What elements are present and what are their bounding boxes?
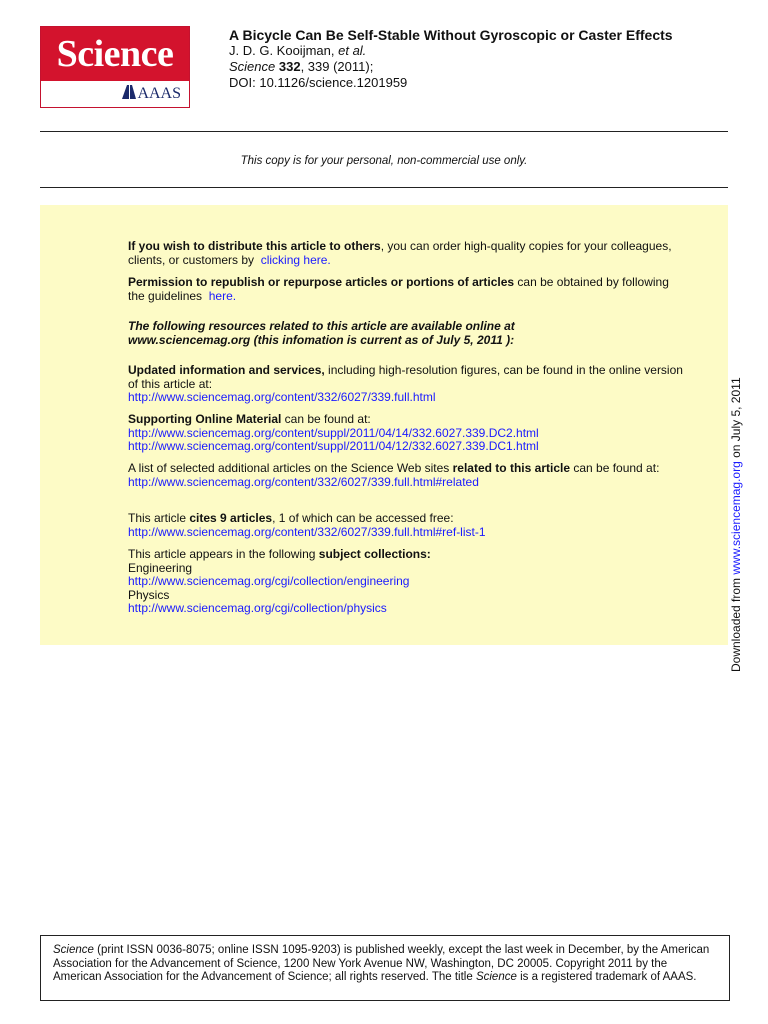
header-divider — [40, 131, 728, 132]
article-citation — [229, 27, 673, 91]
citations-paragraph: This article cites 9 articles, 1 of which can be accessed free: http://www.sciencemag.org/content/332/6027/339.full.html#ref-list-1 — [128, 512, 688, 539]
related-articles-link[interactable]: http://www.sciencemag.org/content/332/6027/339.full.html#related — [128, 474, 479, 489]
collection-physics-link[interactable]: http://www.sciencemag.org/cgi/collection/physics — [128, 601, 387, 615]
collection-name-engineering: Engineering — [128, 560, 193, 575]
science-logo — [40, 26, 190, 108]
sciencemag-site-link[interactable]: www.sciencemag.org — [729, 461, 743, 575]
resources-panel — [40, 205, 728, 645]
guidelines-here-link[interactable]: here. — [208, 288, 237, 303]
article-doi: DOI: 10.1126/science.1201959 — [229, 75, 408, 90]
som-dc2-link[interactable]: http://www.sciencemag.org/content/suppl/2011/04/14/332.6027.339.DC2.html — [128, 425, 539, 440]
science-wordmark: Science — [41, 27, 189, 81]
subject-collections-paragraph: This article appears in the following subject collections: Engineering http://www.sciencemag.org/cgi/collection/engineering Physics http://www.sciencemag.org/cgi/collection/physics — [128, 548, 688, 616]
publication-footer: Science (print ISSN 0036-8075; online ISSN 1095-9203) is published weekly, except the last week in December, by the American Association for the Advancement of Science, 1200 New York Avenue NW, Washington, DC 20005. Copyright 2011 by the American Association for the Advancement of Science; all rights reserved. The title Science is a registered trademark of AAAS. — [40, 935, 730, 1001]
aaas-label: AAAS — [137, 85, 181, 102]
distribute-paragraph: If you wish to distribute this article to others, you can order high-quality copies for your colleagues, clients, or customers by clicking here. — [128, 239, 672, 267]
download-note: Downloaded from www.sciencemag.org on July 5, 2011 — [729, 377, 743, 672]
collection-engineering-link[interactable]: http://www.sciencemag.org/cgi/collection/engineering — [128, 574, 410, 588]
article-authors: J. D. G. Kooijman, et al. — [229, 43, 367, 58]
aaas-mark-icon — [122, 85, 136, 99]
permission-paragraph: Permission to republish or repurpose articles or portions of articles can be obtained by following the guidelines here. — [128, 275, 669, 303]
personal-use-notice: This copy is for your personal, non-commercial use only. — [240, 155, 528, 167]
som-dc1-link[interactable]: http://www.sciencemag.org/content/suppl/2011/04/12/332.6027.339.DC1.html — [128, 439, 539, 453]
article-reference: Science 332, 339 (2011); — [229, 59, 374, 74]
article-title: A Bicycle Can Be Self-Stable Without Gyroscopic or Caster Effects — [229, 27, 673, 43]
full-text-link[interactable]: http://www.sciencemag.org/content/332/6027/339.full.html — [128, 390, 436, 404]
notice-divider — [40, 187, 728, 188]
clicking-here-link[interactable]: clicking here. — [260, 252, 331, 267]
updated-info-paragraph: Updated information and services, including high-resolution figures, can be found in the online version of this article at: http://www.sciencemag.org/content/332/6027/339.full.html — [128, 364, 688, 405]
resources-intro: The following resources related to this article are available online at www.sciencemag.org (this infomation is current as of July 5, 2011 ): — [128, 319, 515, 347]
supporting-material-paragraph: Supporting Online Material can be found at: http://www.sciencemag.org/content/suppl/2011/04/14/332.6027.339.DC2.html http://www.sciencemag.org/content/suppl/2011/04/12/332.6027.339.DC1.html — [128, 413, 688, 454]
aaas-wordmark — [41, 85, 189, 107]
related-articles-paragraph: A list of selected additional articles on the Science Web sites related to this article can be found at: http://www.sciencemag.org/content/332/6027/339.full.html#related — [128, 462, 688, 489]
ref-list-link[interactable]: http://www.sciencemag.org/content/332/6027/339.full.html#ref-list-1 — [128, 524, 486, 539]
collection-name-physics: Physics — [128, 587, 170, 602]
